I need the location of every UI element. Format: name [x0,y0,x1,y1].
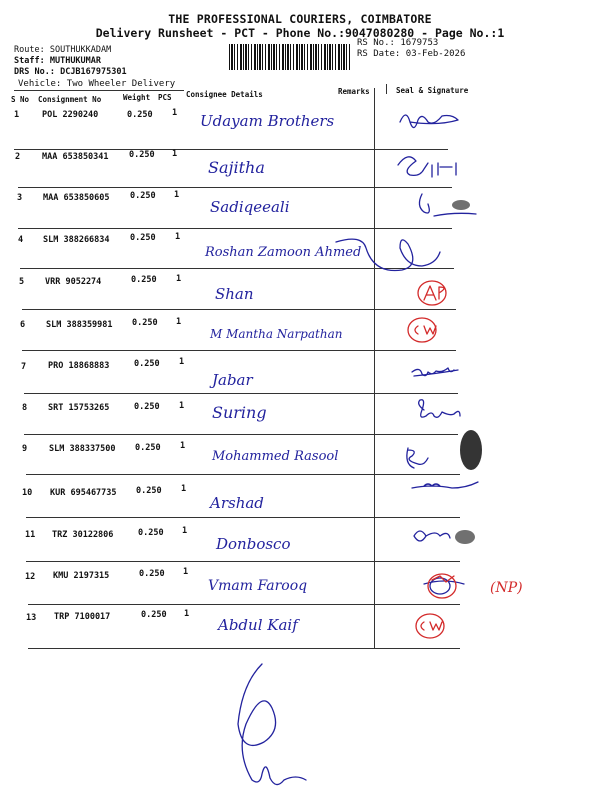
row-sno: 5 [19,277,25,287]
signature-row-1 [400,115,458,128]
runsheet-subtitle: Delivery Runsheet - PCT - Phone No.:9047080280 - Page No.:1 [95,26,505,40]
consignee-name-handwritten: M Mantha Narpathan [210,327,343,341]
row-weight: 0.250 [131,275,157,285]
row-pcs: 1 [175,232,181,242]
row-sno: 9 [22,444,28,454]
row-pcs: 1 [176,317,182,327]
row-weight: 0.250 [132,318,158,328]
row-consignment-no: TRZ 30122806 [52,530,114,540]
signature-staff [238,664,306,785]
col-seal-signature: Seal & Signature [396,86,469,95]
row-weight: 0.250 [136,486,162,496]
row-pcs: 1 [179,401,185,411]
row-sno: 2 [15,152,21,162]
row-pcs: 1 [179,357,185,367]
row-sno: 12 [25,572,36,582]
row-consignment-no: SLM 388266834 [43,235,110,245]
row-consignment-no: POL 2290240 [42,110,99,120]
row-consignment-no: SRT 15753265 [48,403,110,413]
row-sno: 8 [22,403,28,413]
row-consignment-no: VRR 9052274 [45,277,102,287]
ink-smudge [452,200,470,210]
row-weight: 0.250 [135,443,161,453]
consignee-name-handwritten: Shan [215,285,254,303]
row-weight: 0.250 [130,233,156,243]
rs-date-value: 03-Feb-2026 [405,49,466,59]
consignee-name-handwritten: Abdul Kaif [218,616,298,634]
vehicle-value: Two Wheeler Delivery [66,79,176,89]
consignee-name-handwritten: Suring [212,403,267,422]
row-consignment-no: KMU 2197315 [53,571,110,581]
row-sno: 4 [18,235,24,245]
row-pcs: 1 [180,441,186,451]
col-consignment: Consignment No [38,95,102,104]
consignee-name-handwritten: Mohammed Rasool [212,449,339,464]
consignee-name-handwritten: Donbosco [216,535,291,553]
row-pcs: 1 [183,567,189,577]
consignee-name-handwritten: Udayam Brothers [200,112,335,130]
row-sno: 10 [22,488,33,498]
row-consignment-no: PRO 18868883 [48,361,110,371]
row-weight: 0.250 [129,150,155,160]
row-pcs: 1 [184,609,190,619]
consignee-name-handwritten: Jabar [212,371,253,389]
signature-row-2 [398,157,456,177]
row-sno: 6 [20,320,26,330]
signature-row-11 [414,531,450,541]
row-weight: 0.250 [130,191,156,201]
col-sno: S No [11,95,30,104]
ink-smudge [455,530,475,544]
consignee-name-handwritten: Roshan Zamoon Ahmed [205,245,362,260]
signature-row-8 [419,400,460,418]
staff-value: MUTHUKUMAR [49,56,102,66]
seal-row-13 [416,614,444,638]
route-value: SOUTHUKKADAM [49,45,112,55]
row-pcs: 1 [172,149,178,159]
staff-label: Staff: [14,56,45,66]
ink-smudge [460,430,482,470]
row-consignment-no: SLM 388337500 [49,444,116,454]
row-pcs: 1 [181,484,187,494]
row-sno: 13 [26,613,37,623]
signature-row-10 [412,482,478,488]
row-weight: 0.250 [127,110,153,120]
row-consignment-no: KUR 695467735 [50,488,117,498]
row-weight: 0.250 [139,569,165,579]
col-weight: Weight [123,93,151,102]
row-consignment-no: MAA 653850341 [42,152,109,162]
consignee-name-handwritten: Sajitha [208,158,265,177]
drs-value: DCJB167975301 [60,67,127,77]
company-title: THE PROFESSIONAL COURIERS, COIMBATORE [168,12,432,26]
vehicle-label: Vehicle: [18,79,62,89]
drs-label: DRS No.: [14,67,55,77]
row-consignment-no: SLM 388359981 [46,320,113,330]
seal-row-5 [418,281,446,305]
col-pcs: PCS [158,93,172,102]
consignee-name-handwritten: Vmam Farooq [208,578,308,594]
row-pcs: 1 [174,190,180,200]
row-weight: 0.250 [134,359,160,369]
seal-row-6 [408,318,436,342]
signature-row-9 [407,448,428,468]
signature-row-7 [412,368,458,376]
row-weight: 0.250 [134,402,160,412]
consignee-name-handwritten: Arshad [210,494,264,512]
rs-number-label: RS No.: [357,38,395,48]
consignee-name-handwritten: Sadiqeeali [210,198,290,216]
row-sno: 1 [14,110,20,120]
route-label: Route: [14,45,45,55]
row-sno: 7 [21,362,27,372]
row-consignment-no: MAA 653850605 [43,193,110,203]
col-consignee: Consignee Details [186,90,263,99]
rs-number-value: 1679753 [400,38,439,48]
row-weight: 0.250 [138,528,164,538]
row-pcs: 1 [172,108,178,118]
row-sno: 11 [25,530,36,540]
col-remarks: Remarks [338,87,370,96]
rs-date-label: RS Date: [357,49,401,59]
row-sno: 3 [17,193,23,203]
remark-not-present: (NP) [490,580,523,596]
row-weight: 0.250 [141,610,167,620]
row-consignment-no: TRP 7100017 [54,612,111,622]
row-pcs: 1 [182,526,188,536]
signature-row-4 [336,239,440,270]
row-pcs: 1 [176,274,182,284]
